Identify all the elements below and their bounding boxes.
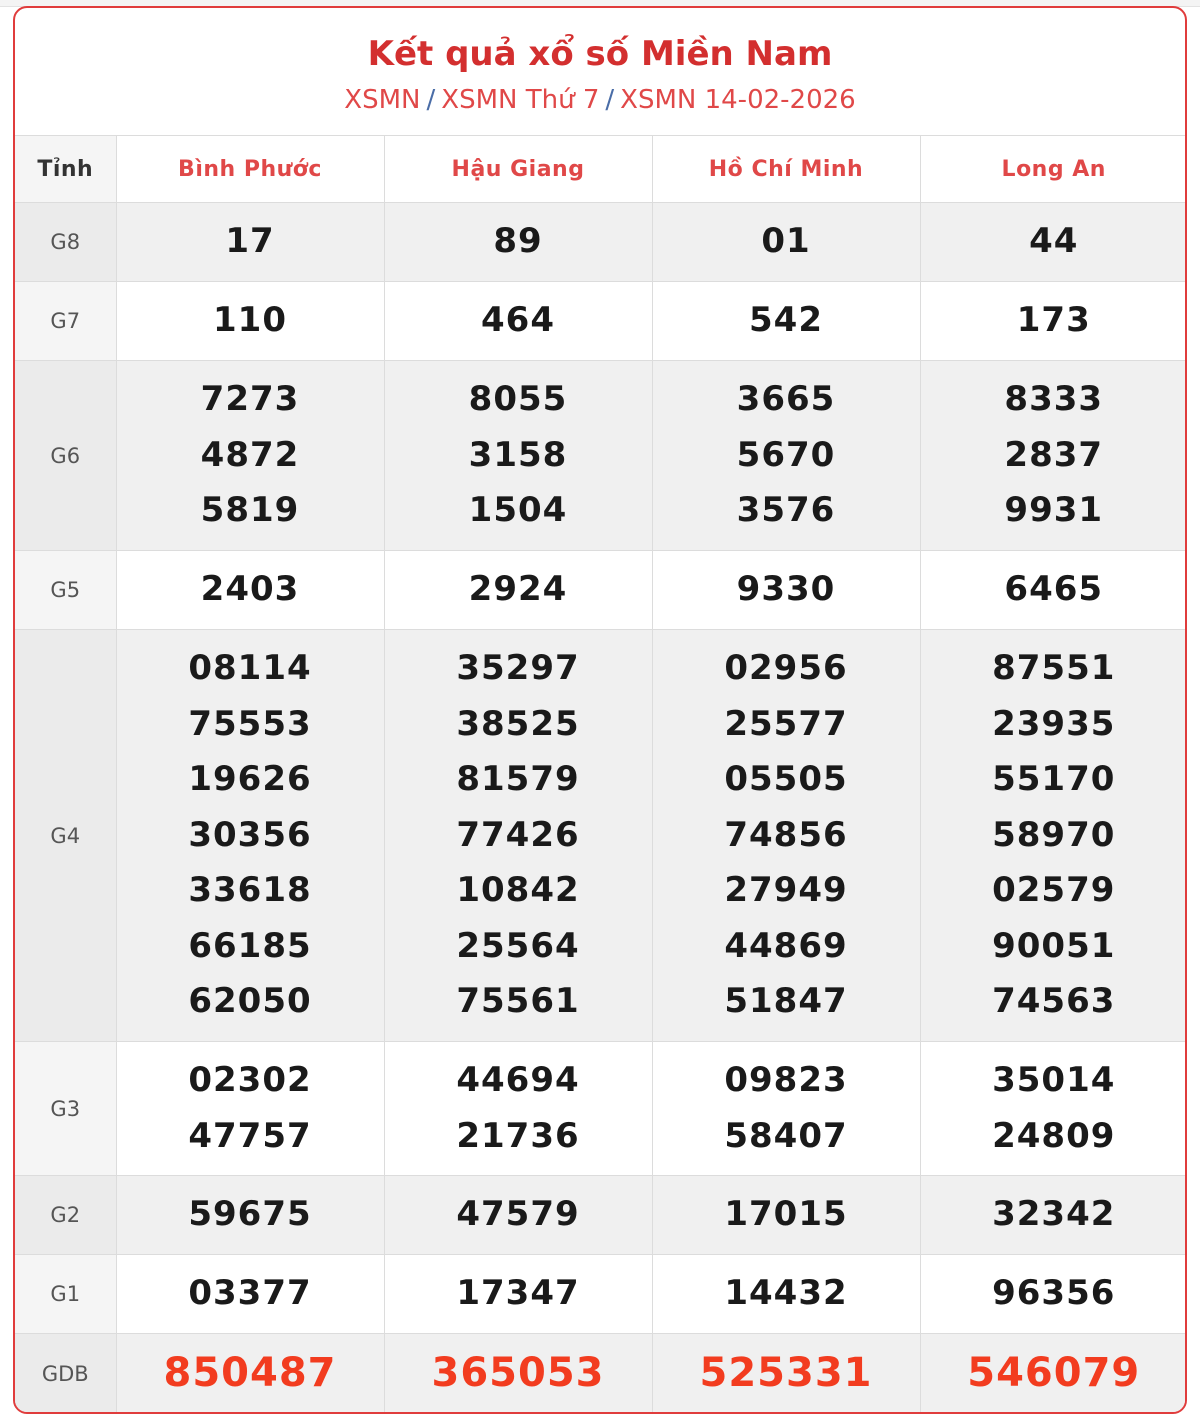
result-number: 01 [761,221,811,262]
result-number: 110 [213,300,287,341]
breadcrumb-link-weekday[interactable]: XSMN Thứ 7 [441,85,600,115]
result-number: 1504 [468,490,568,531]
prize-label: G6 [15,361,116,551]
result-number: 02579 [992,870,1116,911]
result-cell [384,1255,652,1334]
result-number: 17 [225,221,275,262]
result-number: 58970 [992,814,1116,855]
result-number: 464 [481,300,555,341]
province-header-long-an[interactable]: Long An [920,136,1187,203]
result-number: 35014 [992,1060,1116,1100]
result-number: 17347 [456,1273,580,1314]
result-cell [384,1334,652,1414]
breadcrumb-separator: / [426,85,436,115]
result-cell [384,203,652,282]
result-cell [920,1042,1187,1176]
page-title: Kết quả xổ số Miền Nam [367,34,833,74]
prize-label: GDB [15,1334,116,1414]
province-header-hau-giang[interactable]: Hậu Giang [384,136,652,203]
result-cell [384,551,652,630]
result-number: 55170 [992,759,1116,800]
result-number: 09823 [724,1060,848,1100]
result-number: 81579 [456,759,580,800]
result-cell [652,1042,920,1176]
results-header [15,8,1185,136]
table-header-row [15,136,1187,203]
result-cell [652,282,920,361]
result-number: 74856 [724,814,848,855]
result-number: 89 [493,221,543,262]
result-cell [652,203,920,282]
result-number: 87551 [992,648,1116,689]
prize-label: G2 [15,1176,116,1255]
result-cell [116,1255,384,1334]
result-number: 9330 [736,569,836,610]
result-number: 30356 [188,814,312,855]
result-number: 9931 [1004,490,1104,531]
result-number: 21736 [456,1115,580,1156]
special-prize-number: 525331 [699,1349,873,1396]
result-number: 44869 [724,925,848,966]
result-number: 24809 [992,1115,1116,1156]
result-cell [384,361,652,551]
result-cell [920,361,1187,551]
result-number: 58407 [724,1115,848,1156]
result-number: 96356 [992,1273,1116,1314]
result-number: 3665 [736,379,836,420]
prize-label: G4 [15,630,116,1042]
prize-label: G3 [15,1042,116,1176]
result-number: 3158 [468,434,568,475]
result-number: 75553 [188,703,312,744]
result-number: 02956 [724,648,848,689]
result-number: 47757 [188,1115,312,1156]
result-number: 173 [1016,300,1091,341]
result-number: 47579 [456,1194,580,1235]
result-cell [116,630,384,1042]
result-number: 62050 [188,981,312,1022]
result-number: 4872 [200,434,300,475]
result-cell [920,1334,1187,1414]
result-cell [116,203,384,282]
result-number: 5819 [200,490,300,531]
result-number: 44 [1029,221,1079,262]
result-cell [920,282,1187,361]
result-number: 59675 [188,1194,312,1235]
result-cell [384,1176,652,1255]
prize-row-g1 [15,1255,1187,1334]
breadcrumb-link-date[interactable]: XSMN 14-02-2026 [620,85,856,115]
result-number: 35297 [456,648,580,689]
prize-label: G7 [15,282,116,361]
result-number: 27949 [724,870,848,911]
result-number: 08114 [188,648,312,689]
result-number: 03377 [188,1273,312,1314]
result-cell [920,1255,1187,1334]
result-cell [116,1334,384,1414]
prize-row-g7 [15,282,1187,361]
result-cell [652,630,920,1042]
result-cell [116,1042,384,1176]
result-number: 74563 [992,981,1116,1022]
special-prize-number: 546079 [967,1349,1141,1396]
result-number: 38525 [456,703,580,744]
prize-row-g2 [15,1176,1187,1255]
result-cell [116,361,384,551]
result-cell [920,203,1187,282]
breadcrumb-link-xsmn[interactable]: XSMN [344,85,421,115]
result-number: 66185 [188,925,312,966]
prize-row-g8 [15,203,1187,282]
result-number: 2924 [468,569,568,610]
result-number: 10842 [456,870,580,911]
result-number: 19626 [188,759,312,800]
result-number: 8055 [468,379,568,420]
result-number: 7273 [200,379,300,420]
result-number: 02302 [188,1060,312,1100]
result-number: 44694 [456,1060,580,1100]
breadcrumb-separator: / [605,85,615,115]
result-number: 51847 [724,981,848,1022]
prize-row-gdb [15,1334,1187,1414]
result-number: 542 [749,300,823,341]
result-number: 5670 [736,434,836,475]
prize-row-g3 [15,1042,1187,1176]
result-cell [652,1176,920,1255]
prize-label: G5 [15,551,116,630]
result-number: 25577 [724,703,848,744]
result-cell [384,1042,652,1176]
result-number: 25564 [456,925,580,966]
province-header-binh-phuoc[interactable]: Bình Phước [116,136,384,203]
prize-row-g5 [15,551,1187,630]
result-cell [116,551,384,630]
result-cell [920,1176,1187,1255]
results-card [13,6,1187,1414]
result-number: 90051 [992,925,1116,966]
result-number: 2403 [200,569,300,610]
prize-row-g4 [15,630,1187,1042]
result-number: 3576 [736,490,836,531]
special-prize-number: 365053 [431,1349,605,1396]
prize-label: G8 [15,203,116,282]
result-number: 14432 [724,1273,848,1314]
province-header-ho-chi-minh[interactable]: Hồ Chí Minh [652,136,920,203]
result-number: 75561 [456,981,580,1022]
result-number: 77426 [456,814,580,855]
results-table [15,136,1187,1413]
result-number: 05505 [724,759,848,800]
result-number: 33618 [188,870,312,911]
result-cell [116,1176,384,1255]
breadcrumb [15,84,1185,116]
result-number: 2837 [1004,434,1104,475]
result-cell [652,551,920,630]
result-cell [652,1334,920,1414]
result-number: 8333 [1004,379,1104,420]
province-column-header: Tỉnh [15,136,116,203]
result-number: 6465 [1004,569,1104,610]
result-cell [652,361,920,551]
result-number: 17015 [724,1194,848,1235]
result-number: 23935 [992,703,1116,744]
result-cell [920,630,1187,1042]
result-cell [384,630,652,1042]
prize-row-g6 [15,361,1187,551]
result-number: 32342 [992,1194,1116,1235]
result-cell [652,1255,920,1334]
result-cell [920,551,1187,630]
special-prize-number: 850487 [163,1349,337,1396]
prize-label: G1 [15,1255,116,1334]
result-cell [116,282,384,361]
result-cell [384,282,652,361]
